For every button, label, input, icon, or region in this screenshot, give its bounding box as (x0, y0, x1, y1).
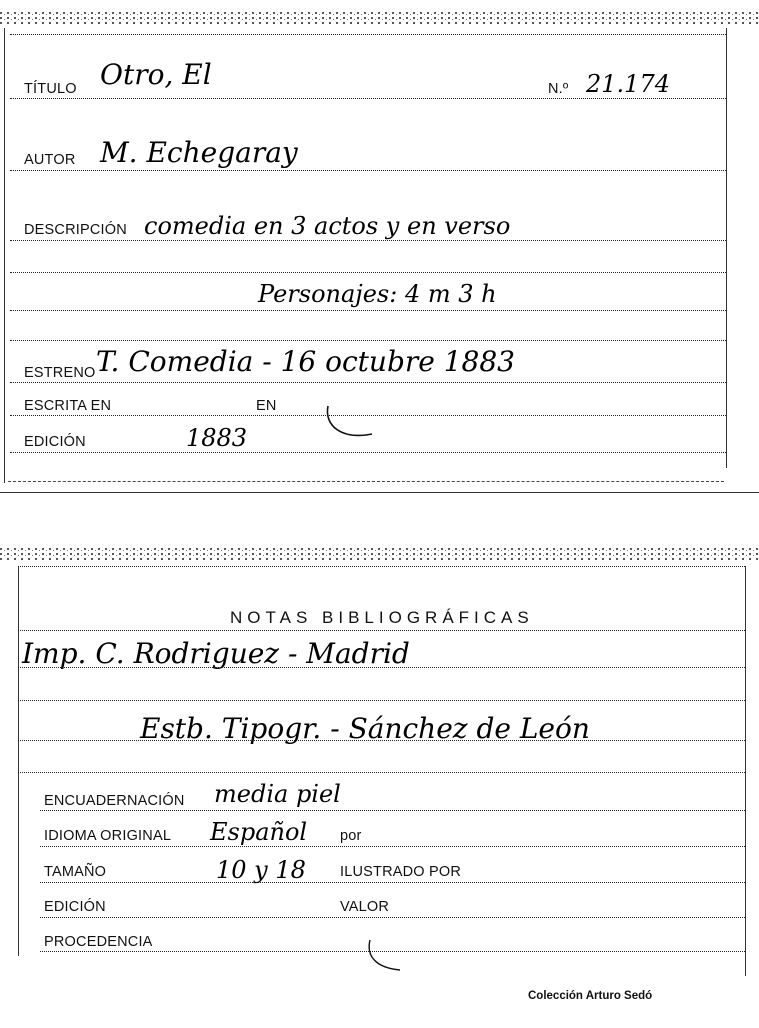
tamano-value: 10 y 18 (216, 856, 306, 884)
card-right-border (726, 28, 727, 468)
autor-label: AUTOR (24, 152, 76, 168)
notes-rule-4 (18, 740, 745, 741)
notes-rule-2 (18, 667, 745, 668)
tamano-label: TAMAÑO (44, 864, 107, 880)
ink-swoosh-mark (320, 400, 380, 445)
idioma-label: IDIOMA ORIGINAL (44, 828, 172, 844)
encuadernacion-value: media piel (214, 780, 341, 808)
edicion-back-label: EDICIÓN (44, 899, 106, 915)
blank-rule-2 (10, 340, 726, 341)
titulo-label: TÍTULO (24, 81, 77, 97)
notes-heading: NOTAS BIBLIOGRÁFICAS (230, 608, 534, 627)
back-top-rule (18, 566, 745, 567)
encuadernacion-label: ENCUADERNACIÓN (44, 793, 185, 809)
titulo-rule (10, 98, 726, 99)
ink-swoosh-mark-back (360, 936, 410, 976)
edicion-value: 1883 (186, 424, 248, 452)
torn-edge-texture-back (0, 542, 759, 564)
back-card-right-border (745, 566, 746, 976)
tamano-rule (40, 882, 745, 883)
descripcion-value: comedia en 3 actos y en verso (144, 212, 511, 240)
estreno-label: ESTRENO (24, 365, 96, 381)
torn-edge-pattern-back (0, 542, 759, 564)
torn-edge-pattern (0, 6, 759, 28)
por-label: por (340, 828, 362, 844)
notes-rule-3 (18, 700, 745, 701)
card-bottom-dashes (8, 481, 724, 482)
edicion-rule (10, 452, 726, 453)
idioma-rule (40, 846, 745, 847)
estreno-value: T. Comedia - 16 octubre 1883 (96, 345, 515, 378)
titulo-value: Otro, El (100, 58, 212, 91)
autor-value: M. Echegaray (100, 136, 298, 169)
front-catalog-card (0, 0, 759, 495)
notes-rule-1 (18, 630, 745, 631)
encuadernacion-rule (40, 810, 745, 811)
numero-label: N.º (548, 81, 569, 97)
note-line-2: Estb. Tipogr. - Sánchez de León (140, 712, 590, 745)
card-bottom-edge (0, 492, 759, 493)
numero-value: 21.174 (586, 70, 670, 98)
edicion-label: EDICIÓN (24, 434, 86, 450)
notes-rule-5 (18, 772, 745, 773)
procedencia-label: PROCEDENCIA (44, 934, 153, 950)
collection-credit: Colección Arturo Sedó (528, 990, 653, 1002)
en-label: EN (256, 398, 277, 414)
descripcion-rule (10, 240, 726, 241)
blank-rule-1 (10, 272, 726, 273)
personajes-value: Personajes: 4 m 3 h (258, 280, 497, 308)
autor-rule (10, 170, 726, 171)
note-line-1: Imp. C. Rodriguez - Madrid (22, 637, 410, 670)
back-card-left-border (18, 566, 19, 956)
estreno-rule (10, 382, 726, 383)
card-left-border (4, 28, 5, 483)
edicion-back-rule (40, 917, 745, 918)
idioma-value: Español (210, 818, 308, 846)
ilustrado-label: ILUSTRADO POR (340, 864, 462, 880)
torn-edge-texture (0, 6, 759, 28)
descripcion-label: DESCRIPCIÓN (24, 222, 127, 238)
personajes-rule (10, 310, 726, 311)
valor-label: VALOR (340, 899, 390, 915)
top-rule (10, 34, 726, 35)
escrita-label: ESCRITA EN (24, 398, 112, 414)
